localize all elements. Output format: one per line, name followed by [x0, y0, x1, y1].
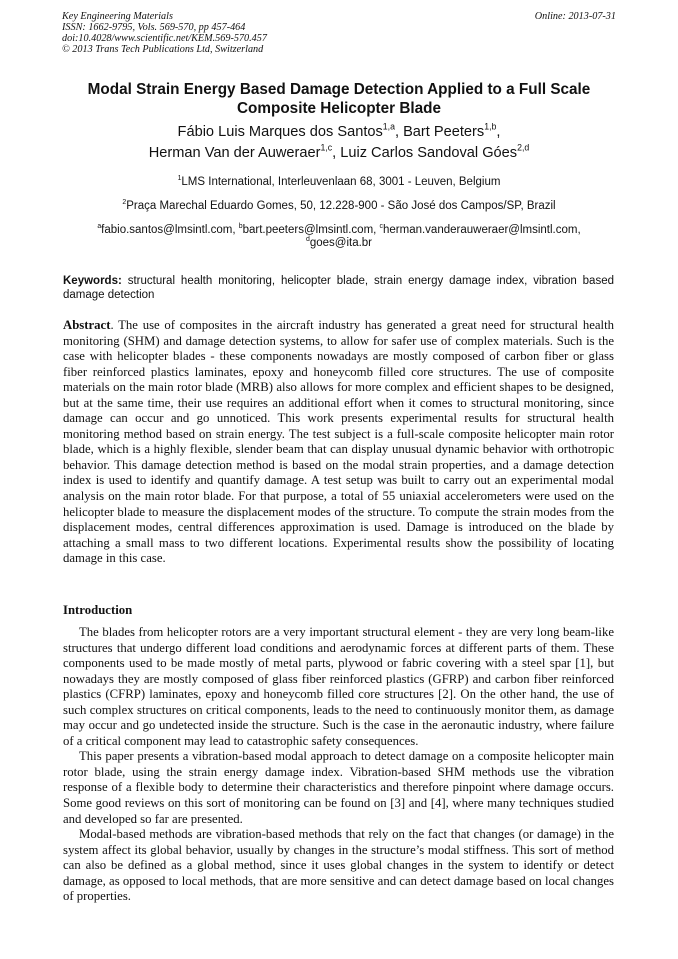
email-sup: c	[379, 222, 383, 230]
doi-line: doi:10.4028/www.scientific.net/KEM.569-570.457	[62, 33, 267, 44]
author-sup: 2,d	[517, 142, 530, 153]
author-name: Luiz Carlos Sandoval Góes	[340, 145, 518, 161]
author-name: Fábio Luis Marques dos Santos	[177, 124, 383, 140]
author-list	[55, 122, 623, 164]
journal-info	[62, 11, 267, 55]
issn-line: ISSN: 1662-9795, Vols. 569-570, pp 457-464	[62, 22, 246, 33]
email-sup: d	[305, 235, 310, 243]
email-link[interactable]: bart.peeters@lmsintl.com,	[242, 224, 380, 236]
author-sep: ,	[394, 124, 404, 140]
email-sup: b	[238, 222, 243, 230]
email-list	[60, 224, 618, 250]
author-name: Herman Van der Auweraer	[148, 145, 321, 161]
title-line-2: Composite Helicopter Blade	[237, 99, 441, 117]
keywords	[63, 274, 614, 302]
email-link[interactable]: goes@ita.br	[309, 237, 373, 249]
affiliation-sup: 2	[122, 198, 127, 206]
email-link[interactable]: herman.vanderauweraer@lmsintl.com,	[383, 224, 581, 236]
author-sup: 1,c	[320, 142, 333, 153]
abstract-text: . The use of composites in the aircraft industry has generated a great need for structural health monitoring (SHM) and damage detection systems, to allow for safer use of complex materials. Such is the case with helicopter blades - these components nowadays are mostly composed of carbon fiber or glass fiber reinforced plastics laminates, epoxy and honeycomb filled core structures. The use of composite materials on the main rotor blade (MRB) also allows for more complex and efficient shapes to be designed, but at the same time, their use requires an additional effort when it comes to structural monitoring, since damage can occur and go unnoticed. This work presents experimental results for structural health monitoring method based on strain energy. The test subject is a full-scale composite helicopter main rotor blade, which is a highly flexible, slender beam that can display unusual dynamic behavior with orthotropic behavior. This damage detection method is based on the modal strain properties, and a damage detection index is used to identify and quantify damage. A test setup was built to carry out an experimental modal analysis on the main rotor blade. For that purpose, a total of 55 uniaxial accelerometers were used on the helicopter blade to measure the displacement modes of the structure. To compute the strain modes from the displacement modes, central differences approximation is used. Damage is introduced on the blade by attaching a small mass to two different locations. Experimental results show the possibility of locating damage in this case.	[63, 318, 614, 566]
keywords-label: Keywords:	[63, 275, 122, 287]
affiliation-1	[55, 175, 623, 189]
email-sup: a	[97, 222, 102, 230]
author-sep: ,	[332, 145, 341, 161]
affiliation-2	[55, 199, 623, 213]
paragraph: Modal-based methods are vibration-based methods that rely on the fact that changes (or damage) in the system affect its global behavior, usually by changes in the structure’s modal stiffness. This sort of method can also be defined as a global method, since it uses global changes in the system to identify or detect damage, as opposed to local methods, that are more sensitive and can detect damage based on local changes of properties.	[63, 827, 614, 904]
introduction-body	[63, 625, 614, 905]
author-line-1	[55, 122, 623, 143]
affiliation-text: Praça Marechal Eduardo Gomes, 50, 12.228-900 - São José dos Campos/SP, Brazil	[126, 200, 556, 212]
keywords-text: structural health monitoring, helicopter blade, strain energy damage index, vibration based damage detection	[63, 275, 614, 302]
section-heading-introduction: Introduction	[63, 603, 133, 617]
journal-name: Key Engineering Materials	[62, 11, 173, 22]
online-date: Online: 2013-07-31	[534, 11, 616, 22]
affiliation-sup: 1	[177, 174, 182, 182]
author-sup: 1,b	[484, 121, 497, 132]
author-sep: ,	[496, 124, 501, 140]
email-link[interactable]: fabio.santos@lmsintl.com,	[101, 224, 239, 236]
abstract	[63, 318, 614, 567]
author-sup: 1,a	[382, 121, 395, 132]
affiliation-text: LMS International, Interleuvenlaan 68, 3001 - Leuven, Belgium	[181, 176, 501, 188]
title-line-1: Modal Strain Energy Based Damage Detection Applied to a Full Scale	[87, 81, 591, 98]
paragraph: This paper presents a vibration-based modal approach to detect damage on a composite helicopter main rotor blade, using the strain energy damage index. Vibration-based SHM methods use the vibration response of a flexible body to determine their characteristics and therefore pinpoint where damage occurs. Some good reviews on this sort of monitoring can be found on [3] and [4], where many techniques studied and developed so far are presented.	[63, 749, 614, 826]
abstract-label: Abstract	[63, 318, 111, 332]
author-name: Bart Peeters	[403, 124, 485, 140]
copyright-line: © 2013 Trans Tech Publications Ltd, Switzerland	[62, 44, 264, 55]
paper-title	[55, 81, 623, 118]
paragraph: The blades from helicopter rotors are a very important structural element - they are very long beam-like structures that undergo different load conditions and aerodynamic forces at different parts of them. These components used to be made mostly of metal parts, plywood or fabric covering with a steel spar [1], but nowadays they are mostly composed of glass fiber reinforced plastics (GFRP) and carbon fiber reinforced plastics (CFRP) laminates, epoxy and honeycomb filled core structures [2]. On the other hand, the use of such complex structures on critical components, leads to the need to continuously monitor them, as damage may occur and go undetected inside the structure. Such is the case in the aeronautic industry, where failure of a critical component may lead to catastrophic safety consequences.	[63, 625, 614, 748]
author-line-2	[55, 143, 623, 164]
